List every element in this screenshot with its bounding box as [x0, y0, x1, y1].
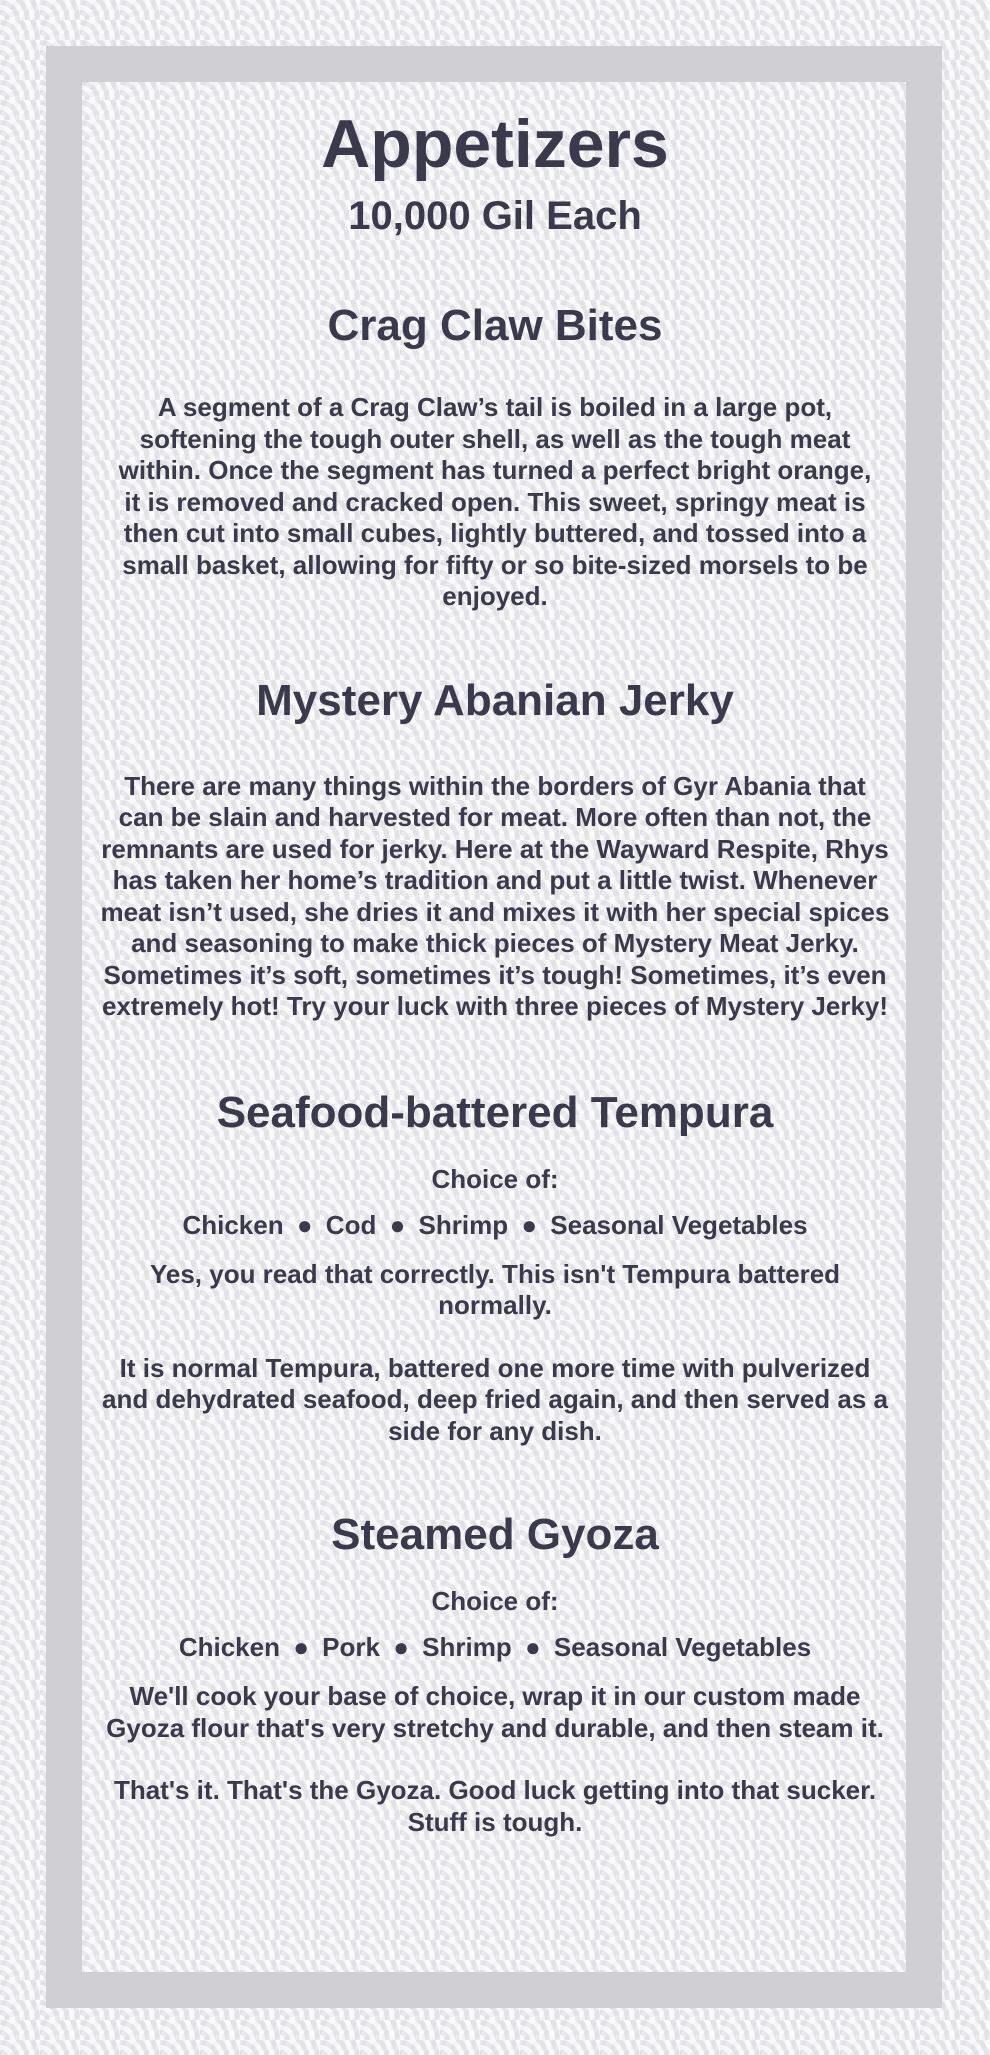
menu-item-mystery-abanian-jerky	[82, 675, 908, 1023]
bullet-separator: ●	[296, 1209, 313, 1240]
menu-item-crag-claw-bites	[82, 300, 908, 613]
menu-item-paragraph: That's it. That's the Gyoza. Good luck getting into that sucker. Stuff is tough.	[113, 1775, 877, 1837]
choice-shrimp: Shrimp	[422, 1632, 512, 1662]
menu-item-title: Steamed Gyoza	[331, 1510, 659, 1559]
menu-item-steamed-gyoza	[82, 1509, 908, 1838]
menu-item-title: Seafood-battered Tempura	[216, 1087, 774, 1137]
price-subtitle: 10,000 Gil Each	[348, 194, 642, 238]
menu-item-paragraph: Yes, you read that correctly. This isn't Tempura battered normally.	[149, 1258, 841, 1320]
menu-content	[82, 82, 908, 1838]
bullet-separator: ●	[293, 1632, 309, 1662]
bullet-separator: ●	[524, 1632, 541, 1662]
choice-label: Choice of:	[431, 1586, 559, 1616]
menu-item-paragraph: It is normal Tempura, battered one more time with pulverized and dehydrated seafood, deep fried again, and then served as a side for any dish.	[102, 1352, 888, 1446]
choice-pork: Pork	[322, 1632, 380, 1662]
page-title: Appetizers	[321, 106, 669, 182]
bullet-separator: ●	[521, 1209, 538, 1240]
choice-shrimp: Shrimp	[418, 1209, 509, 1240]
choice-list	[82, 1631, 908, 1663]
menu-item-paragraph: We'll cook your base of choice, wrap it in our custom made Gyoza flour that's very stretchy and durable, and then steam it.	[106, 1681, 884, 1743]
choice-chicken: Chicken	[182, 1209, 284, 1240]
choice-list	[82, 1209, 908, 1241]
choice-cod: Cod	[325, 1209, 377, 1240]
bullet-separator: ●	[393, 1632, 409, 1662]
choice-seasonal-vegetables: Seasonal Vegetables	[550, 1209, 808, 1240]
menu-item-title: Mystery Abanian Jerky	[256, 675, 734, 725]
choice-label: Choice of:	[431, 1163, 559, 1194]
choice-seasonal-vegetables: Seasonal Vegetables	[553, 1632, 812, 1662]
bullet-separator: ●	[389, 1209, 406, 1240]
menu-item-description: A segment of a Crag Claw’s tail is boiled in a large pot, softening the tough outer shell, as well as the tough meat within. Once the segment has turned a perfect bright orange, it is removed and cracked open. This sweet, springy meat is then cut into small cubes, lightly buttered, and tossed into a small basket, allowing for fifty or so bite-sized morsels to be enjoyed.	[118, 392, 872, 611]
menu-item-description: There are many things within the borders of Gyr Abania that can be slain and harvested for meat. More often than not, the remnants are used for jerky. Here at the Wayward Respite, Rhys has taken her home’s tradition and put a little twist. Whenever meat isn’t used, she dries it and mixes it with her special spices and seasoning to make thick pieces of Mystery Meat Jerky. Sometimes it’s soft, sometimes it’s tough! Sometimes, it’s even extremely hot! Try your luck with three pieces of Mystery Jerky!	[100, 770, 890, 1021]
choice-chicken: Chicken	[178, 1632, 280, 1662]
menu-item-title: Crag Claw Bites	[327, 301, 663, 350]
menu-item-seafood-battered-tempura	[82, 1087, 908, 1448]
